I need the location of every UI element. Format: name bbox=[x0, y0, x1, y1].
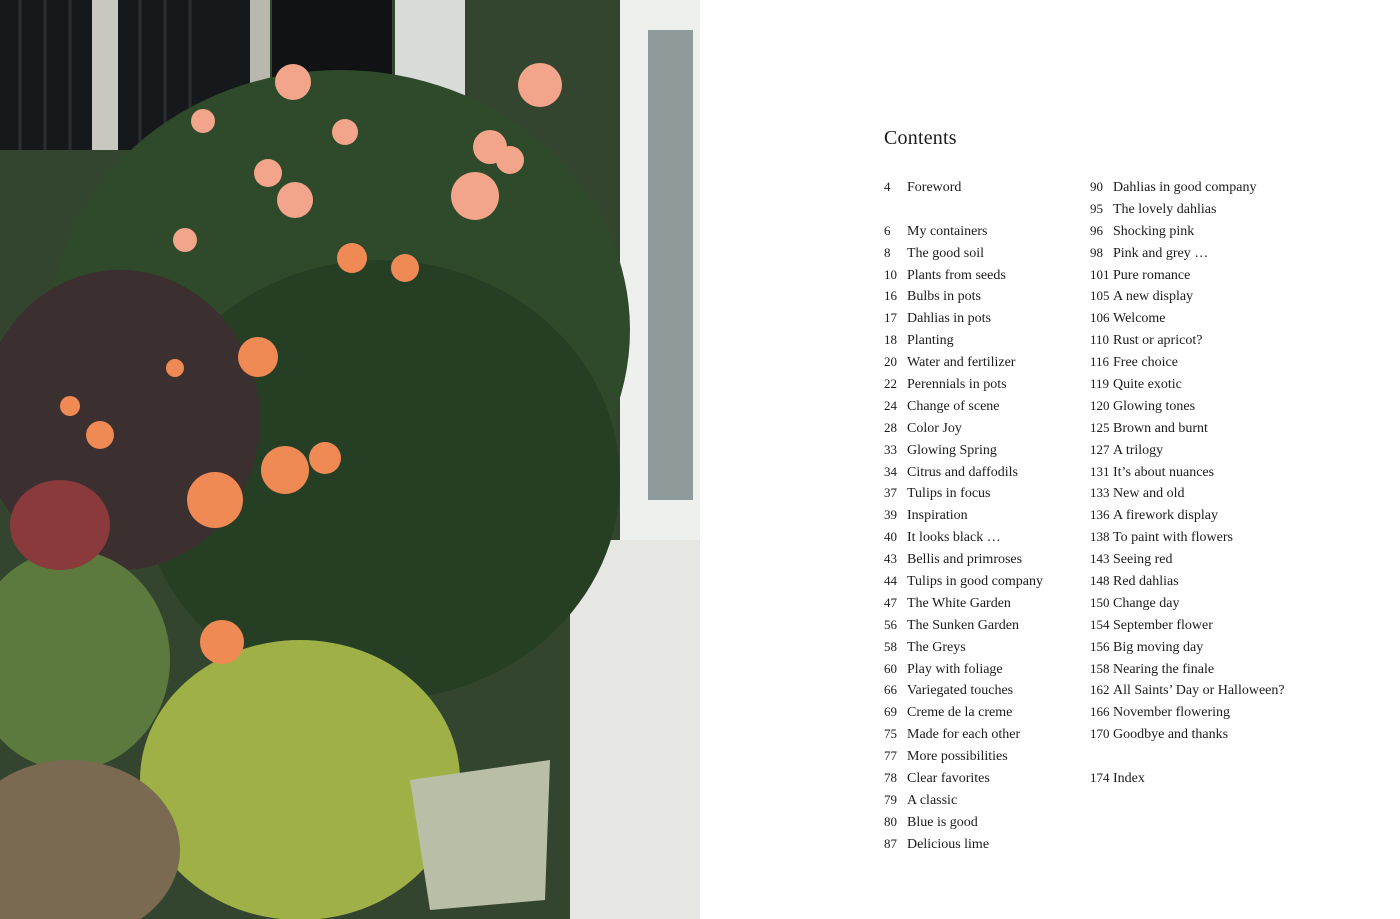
toc-chapter-title: Index bbox=[1113, 771, 1145, 787]
toc-chapter-title: September flower bbox=[1113, 617, 1213, 633]
toc-entry bbox=[1090, 198, 1350, 220]
toc-entry bbox=[884, 176, 1084, 198]
toc-chapter-title: The Sunken Garden bbox=[907, 617, 1019, 633]
toc-chapter-title: Creme de la creme bbox=[907, 705, 1013, 721]
toc-entry bbox=[884, 307, 1084, 329]
toc-page-number: 119 bbox=[1090, 376, 1110, 392]
toc-chapter-title: A classic bbox=[907, 792, 958, 808]
toc-page-number: 90 bbox=[1090, 179, 1103, 194]
toc-chapter-title: The lovely dahlias bbox=[1113, 201, 1217, 217]
toc-page-number: 60 bbox=[884, 660, 897, 676]
toc-entry bbox=[884, 701, 1084, 723]
toc-entry bbox=[1090, 461, 1350, 483]
toc-entry bbox=[884, 373, 1084, 395]
toc-chapter-title: Perennials in pots bbox=[907, 377, 1007, 393]
toc-page-number: 154 bbox=[1090, 616, 1110, 632]
toc-chapter-title: Quite exotic bbox=[1113, 377, 1182, 393]
toc-page-number: 33 bbox=[884, 441, 897, 457]
toc-page-number: 106 bbox=[1090, 310, 1110, 326]
toc-page-number: 136 bbox=[1090, 507, 1110, 523]
toc-entry bbox=[884, 723, 1084, 745]
toc-chapter-title: A trilogy bbox=[1113, 442, 1164, 458]
toc-entry bbox=[1090, 658, 1350, 680]
toc-page-number: 17 bbox=[884, 310, 897, 326]
toc-chapter-title: Clear favorites bbox=[907, 771, 990, 787]
toc-entry bbox=[884, 461, 1084, 483]
toc-chapter-title: Nearing the finale bbox=[1113, 661, 1215, 677]
toc-chapter-title: Made for each other bbox=[907, 727, 1021, 743]
toc-chapter-title: Blue is good bbox=[907, 814, 978, 830]
toc-entry bbox=[1090, 395, 1350, 417]
toc-entry bbox=[884, 264, 1084, 286]
toc-entry bbox=[1090, 723, 1350, 745]
toc-entry bbox=[1090, 548, 1350, 570]
toc-entry bbox=[1090, 351, 1350, 373]
toc-page-number: 131 bbox=[1090, 463, 1110, 479]
toc-entry bbox=[884, 417, 1084, 439]
toc-entry bbox=[1090, 767, 1350, 789]
toc-page-number: 22 bbox=[884, 376, 897, 392]
toc-page-number: 98 bbox=[1090, 244, 1103, 260]
toc-entry bbox=[1090, 242, 1350, 264]
toc-entry bbox=[1090, 439, 1350, 461]
toc-chapter-title: All Saints’ Day or Halloween? bbox=[1113, 683, 1285, 699]
toc-entry bbox=[884, 439, 1084, 461]
toc-entry bbox=[1090, 636, 1350, 658]
toc-page-number: 40 bbox=[884, 529, 897, 545]
toc-page-number: 4 bbox=[884, 179, 891, 194]
toc-page-number: 56 bbox=[884, 616, 897, 632]
toc-page-number: 105 bbox=[1090, 288, 1110, 304]
toc-page-number: 87 bbox=[884, 835, 897, 851]
toc-page-number: 138 bbox=[1090, 529, 1110, 545]
toc-chapter-title: Shocking pink bbox=[1113, 223, 1195, 239]
toc-chapter-title: Rust or apricot? bbox=[1113, 333, 1203, 349]
toc-chapter-title: It’s about nuances bbox=[1113, 464, 1215, 480]
toc-chapter-title: More possibilities bbox=[907, 749, 1008, 765]
toc-entry bbox=[884, 526, 1084, 548]
toc-chapter-title: Welcome bbox=[1113, 311, 1166, 327]
toc-entry bbox=[884, 767, 1084, 789]
toc-page-number: 120 bbox=[1090, 397, 1110, 413]
contents-title: Contents bbox=[884, 127, 957, 149]
toc-chapter-title: Big moving day bbox=[1113, 639, 1204, 655]
toc-page-number: 34 bbox=[884, 463, 897, 479]
toc-page-number: 10 bbox=[884, 266, 897, 282]
toc-page-number: 79 bbox=[884, 791, 897, 807]
toc-entry bbox=[884, 833, 1084, 855]
toc-chapter-title: Glowing tones bbox=[1113, 398, 1196, 414]
toc-chapter-title: Planting bbox=[907, 333, 954, 349]
toc-page-number: 77 bbox=[884, 748, 897, 764]
toc-page-number: 148 bbox=[1090, 573, 1110, 589]
toc-entry bbox=[1090, 417, 1350, 439]
toc-chapter-title: Pink and grey … bbox=[1113, 245, 1209, 261]
toc-chapter-title: Play with foliage bbox=[907, 661, 1003, 677]
toc-entry bbox=[884, 548, 1084, 570]
toc-entry bbox=[884, 658, 1084, 680]
toc-chapter-title: New and old bbox=[1113, 486, 1185, 502]
toc-chapter-title: It looks black … bbox=[907, 530, 1001, 546]
toc-chapter-title: November flowering bbox=[1113, 705, 1231, 721]
toc-chapter-title: Delicious lime bbox=[907, 836, 990, 852]
toc-page-number: 20 bbox=[884, 354, 897, 370]
toc-entry bbox=[884, 482, 1084, 504]
toc-entry bbox=[884, 811, 1084, 833]
toc-chapter-title: The good soil bbox=[907, 245, 984, 261]
toc-page-number: 37 bbox=[884, 485, 897, 501]
toc-chapter-title: The Greys bbox=[907, 639, 966, 655]
toc-page-number: 174 bbox=[1090, 770, 1110, 786]
toc-page-number: 110 bbox=[1090, 332, 1110, 348]
toc-page-number: 143 bbox=[1090, 551, 1110, 567]
toc-entry bbox=[1090, 482, 1350, 504]
toc-chapter-title: Glowing Spring bbox=[907, 442, 997, 458]
toc-page-number: 162 bbox=[1090, 682, 1110, 698]
toc-entry bbox=[1090, 373, 1350, 395]
toc-chapter-title: Free choice bbox=[1113, 355, 1178, 371]
toc-chapter-title: Dahlias in pots bbox=[907, 311, 991, 327]
toc-entry bbox=[1090, 264, 1350, 286]
toc-entry bbox=[1090, 592, 1350, 614]
toc-chapter-title: Tulips in focus bbox=[907, 486, 991, 502]
toc-entry bbox=[884, 285, 1084, 307]
toc-entry bbox=[884, 329, 1084, 351]
contents-page bbox=[700, 0, 1400, 919]
toc-page-number: 18 bbox=[884, 332, 897, 348]
toc-chapter-title: Plants from seeds bbox=[907, 267, 1006, 283]
toc-chapter-title: Goodbye and thanks bbox=[1113, 727, 1229, 743]
toc-chapter-title: Variegated touches bbox=[907, 683, 1014, 699]
toc-entry bbox=[1090, 285, 1350, 307]
toc-chapter-title: To paint with flowers bbox=[1113, 530, 1233, 546]
toc-chapter-title: Change of scene bbox=[907, 398, 1000, 414]
toc-page-number: 156 bbox=[1090, 638, 1110, 654]
toc-entry bbox=[884, 614, 1084, 636]
toc-chapter-title: A new display bbox=[1113, 289, 1194, 305]
toc-entry bbox=[1090, 329, 1350, 351]
toc-page-number: 66 bbox=[884, 682, 897, 698]
toc-entry bbox=[1090, 176, 1350, 198]
toc-chapter-title: Bellis and primroses bbox=[907, 552, 1023, 568]
toc-entry bbox=[1090, 701, 1350, 723]
toc-chapter-title: Foreword bbox=[907, 180, 962, 195]
toc-entry bbox=[1090, 570, 1350, 592]
toc-entry bbox=[884, 636, 1084, 658]
contents-left-column bbox=[884, 176, 1084, 855]
toc-page-number: 170 bbox=[1090, 726, 1110, 742]
toc-entry bbox=[1090, 307, 1350, 329]
toc-chapter-title: Pure romance bbox=[1113, 267, 1191, 283]
toc-chapter-title: Color Joy bbox=[907, 420, 962, 436]
toc-entry bbox=[1090, 526, 1350, 548]
toc-entry bbox=[884, 351, 1084, 373]
toc-chapter-title: Inspiration bbox=[907, 508, 968, 524]
toc-page-number: 39 bbox=[884, 507, 897, 523]
toc-entry bbox=[884, 504, 1084, 526]
toc-entry bbox=[1090, 220, 1350, 242]
toc-page-number: 133 bbox=[1090, 485, 1110, 501]
toc-chapter-title: My containers bbox=[907, 223, 988, 239]
toc-entry bbox=[884, 220, 1084, 242]
toc-chapter-title: Dahlias in good company bbox=[1113, 180, 1257, 195]
toc-entry bbox=[884, 745, 1084, 767]
toc-page-number: 127 bbox=[1090, 441, 1110, 457]
toc-page-number: 158 bbox=[1090, 660, 1110, 676]
toc-page-number: 43 bbox=[884, 551, 897, 567]
toc-page-number: 6 bbox=[884, 222, 891, 238]
toc-chapter-title: Tulips in good company bbox=[907, 574, 1043, 590]
toc-chapter-title: A firework display bbox=[1113, 508, 1218, 524]
toc-chapter-title: Bulbs in pots bbox=[907, 289, 981, 305]
toc-page-number: 166 bbox=[1090, 704, 1110, 720]
toc-page-number: 78 bbox=[884, 770, 897, 786]
toc-chapter-title: Brown and burnt bbox=[1113, 420, 1208, 436]
toc-entry bbox=[884, 570, 1084, 592]
toc-page-number: 75 bbox=[884, 726, 897, 742]
toc-page-number: 101 bbox=[1090, 266, 1110, 282]
toc-entry bbox=[884, 789, 1084, 811]
toc-chapter-title: Citrus and daffodils bbox=[907, 464, 1018, 480]
toc-chapter-title: The White Garden bbox=[907, 595, 1011, 611]
toc-page-number: 125 bbox=[1090, 419, 1110, 435]
toc-page-number: 16 bbox=[884, 288, 897, 304]
toc-entry bbox=[884, 242, 1084, 264]
toc-chapter-title: Change day bbox=[1113, 595, 1180, 611]
toc-entry bbox=[884, 395, 1084, 417]
toc-entry bbox=[884, 679, 1084, 701]
toc-page-number: 47 bbox=[884, 594, 897, 610]
toc-entry bbox=[1090, 504, 1350, 526]
toc-page-number: 28 bbox=[884, 419, 897, 435]
toc-page-number: 44 bbox=[884, 573, 897, 589]
toc-page-number: 150 bbox=[1090, 594, 1110, 610]
toc-page-number: 80 bbox=[884, 813, 897, 829]
toc-page-number: 96 bbox=[1090, 222, 1103, 238]
toc-chapter-title: Seeing red bbox=[1113, 552, 1173, 568]
toc-entry bbox=[1090, 679, 1350, 701]
toc-page-number: 95 bbox=[1090, 200, 1103, 216]
toc-page-number: 69 bbox=[884, 704, 897, 720]
toc-page-number: 58 bbox=[884, 638, 897, 654]
contents-right-column bbox=[1090, 176, 1350, 789]
toc-chapter-title: Red dahlias bbox=[1113, 574, 1179, 590]
toc-page-number: 8 bbox=[884, 244, 891, 260]
toc-page-number: 116 bbox=[1090, 354, 1110, 370]
toc-page-number: 24 bbox=[884, 397, 897, 413]
toc-entry bbox=[1090, 614, 1350, 636]
toc-entry bbox=[884, 592, 1084, 614]
toc-chapter-title: Water and fertilizer bbox=[907, 355, 1016, 371]
